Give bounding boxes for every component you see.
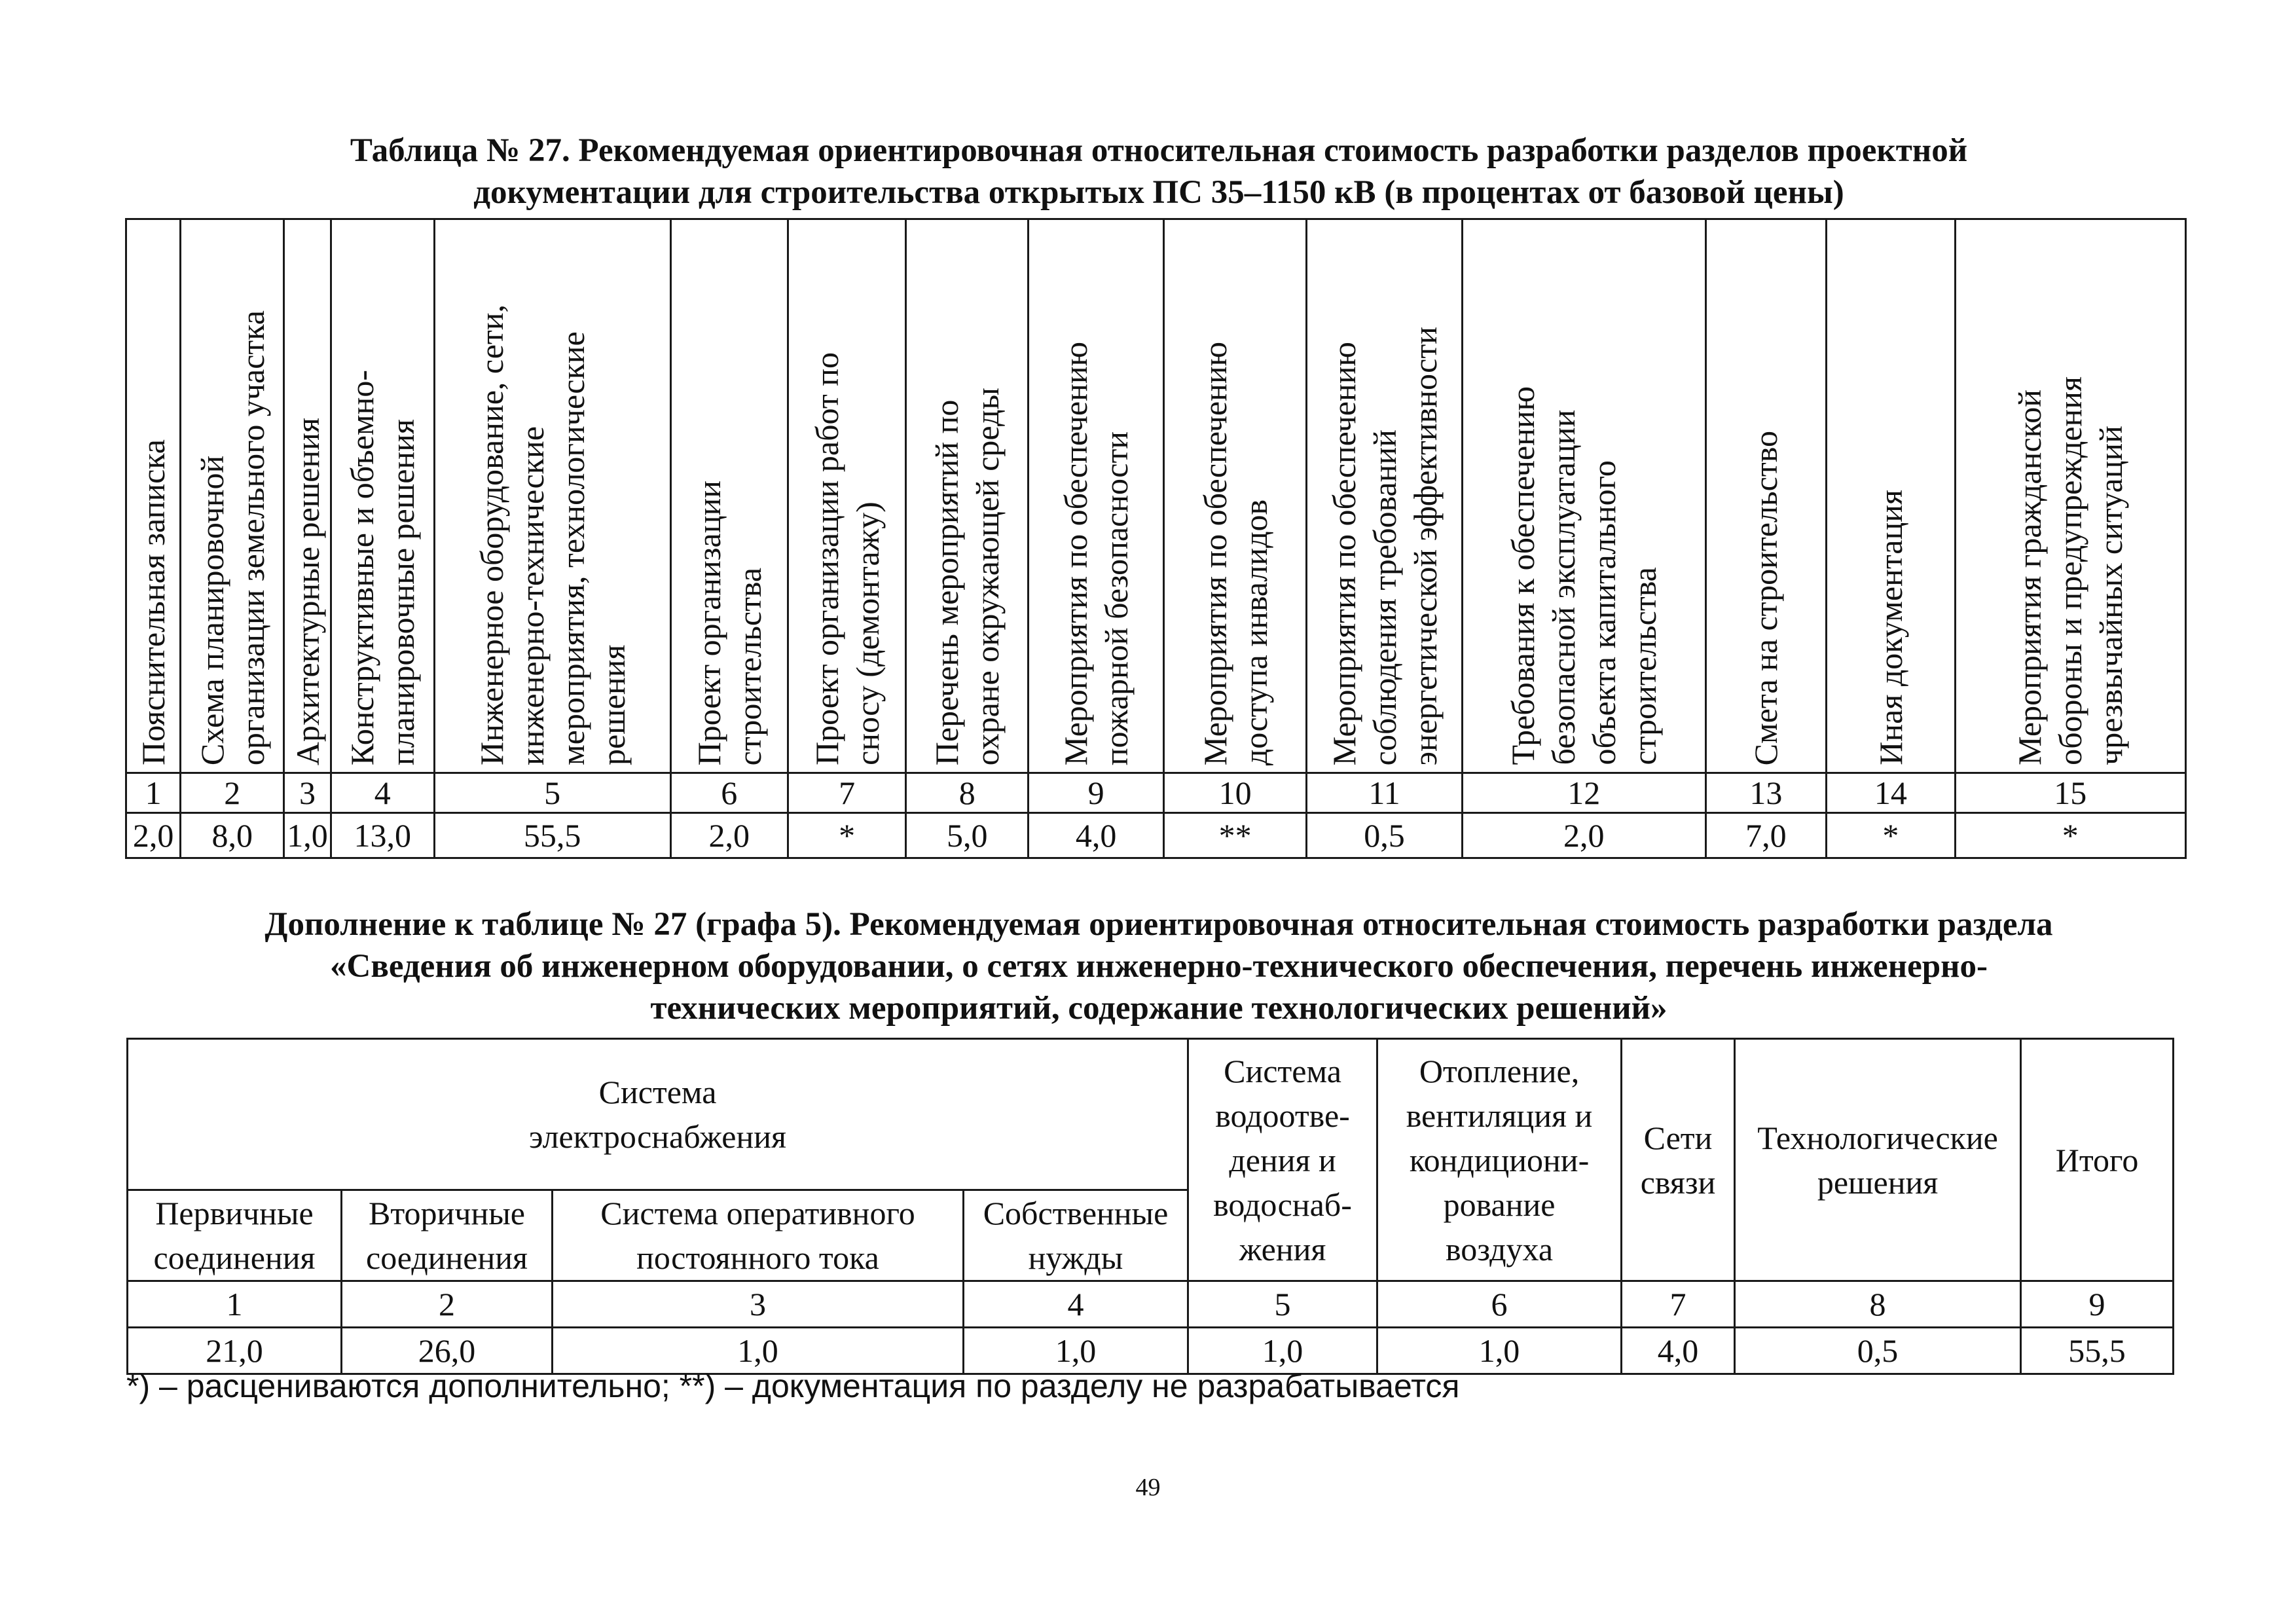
cost-percent-cell: * bbox=[1955, 813, 2185, 858]
column-number: 7 bbox=[1622, 1281, 1735, 1328]
table-27 bbox=[125, 218, 2187, 859]
cost-percent-cell: 2,0 bbox=[1463, 813, 1705, 858]
cost-percent-cell: 4,0 bbox=[1622, 1328, 1735, 1374]
table-27-title-line: документации для строительства открытых ПС 35–1150 кВ (в процентах от базовой цены) bbox=[473, 174, 1844, 211]
supplement-title bbox=[118, 903, 2200, 1029]
cost-percent-cell: ** bbox=[1164, 813, 1307, 858]
column-number: 8 bbox=[1735, 1281, 2021, 1328]
cost-percent-cell: 0,5 bbox=[1306, 813, 1462, 858]
column-number: 4 bbox=[331, 773, 434, 813]
header-dc-operating-system: Система оперативного постоянного тока bbox=[553, 1190, 964, 1281]
cost-percent-cell: 2,0 bbox=[126, 813, 181, 858]
column-header-engineering-equipment: Инженерное оборудование, сети, инженерно-технические мероприятия, технологические решения bbox=[434, 219, 670, 773]
column-header-structural-solutions: Конструктивные и объемно- планировочные решения bbox=[331, 219, 434, 773]
column-header-construction-organization: Проект организации строительства bbox=[670, 219, 788, 773]
column-header-safe-operation: Требования к обеспечению безопасной эксплуатации объекта капитального строительства bbox=[1463, 219, 1705, 773]
column-number: 2 bbox=[181, 773, 284, 813]
column-number: 13 bbox=[1705, 773, 1827, 813]
table-27-title-line: Таблица № 27. Рекомендуемая ориентировочная относительная стоимость разработки разделов проектной bbox=[350, 132, 1968, 169]
supplement-table bbox=[126, 1038, 2174, 1375]
cost-percent-cell: 5,0 bbox=[906, 813, 1029, 858]
column-header-explanatory-note: Пояснительная записка bbox=[126, 219, 181, 773]
cost-percent-cell: 1,0 bbox=[553, 1328, 964, 1374]
cost-percent-cell: 7,0 bbox=[1705, 813, 1827, 858]
column-number: 11 bbox=[1306, 773, 1462, 813]
cost-percent-cell: * bbox=[1827, 813, 1955, 858]
supplement-title-line: технических мероприятий, содержание технологических решений» bbox=[650, 990, 1667, 1027]
cost-percent-cell: 4,0 bbox=[1029, 813, 1164, 858]
cost-percent-cell: 55,5 bbox=[434, 813, 670, 858]
column-number: 4 bbox=[964, 1281, 1188, 1328]
column-number: 5 bbox=[434, 773, 670, 813]
column-number: 15 bbox=[1955, 773, 2185, 813]
header-power-supply-system: Система электроснабжения bbox=[128, 1039, 1188, 1190]
cost-percent-cell: * bbox=[788, 813, 905, 858]
column-number: 8 bbox=[906, 773, 1029, 813]
column-number-row bbox=[128, 1281, 2174, 1328]
column-number: 9 bbox=[2021, 1281, 2174, 1328]
header-heating-ventilation: Отопление, вентиляция и кондициони- рование воздуха bbox=[1377, 1039, 1622, 1281]
column-header-site-plan-scheme: Схема планировочной организации земельного участка bbox=[181, 219, 284, 773]
header-technological-solutions: Технологические решения bbox=[1735, 1039, 2021, 1281]
column-header-environmental-protection: Перечень мероприятий по охране окружающей среды bbox=[906, 219, 1029, 773]
cost-percent-cell: 21,0 bbox=[128, 1328, 342, 1374]
supplement-title-line: «Сведения об инженерном оборудовании, о сетях инженерно-технического обеспечения, перечень инженерно- bbox=[330, 948, 1988, 985]
cost-percent-cell: 1,0 bbox=[1188, 1328, 1377, 1374]
column-header-fire-safety: Мероприятия по обеспечению пожарной безопасности bbox=[1029, 219, 1164, 773]
column-header-energy-efficiency: Мероприятия по обеспечению соблюдения требований энергетической эффективности bbox=[1306, 219, 1462, 773]
cost-percent-cell: 26,0 bbox=[342, 1328, 553, 1374]
column-header-disabled-access: Мероприятия по обеспечению доступа инвалидов bbox=[1164, 219, 1307, 773]
column-header-construction-estimate: Смета на строительство bbox=[1705, 219, 1827, 773]
column-number: 6 bbox=[670, 773, 788, 813]
column-header-demolition-project: Проект организации работ по сносу (демонтажу) bbox=[788, 219, 905, 773]
header-communication-networks: Сети связи bbox=[1622, 1039, 1735, 1281]
column-number: 1 bbox=[126, 773, 181, 813]
cost-percent-cell: 8,0 bbox=[181, 813, 284, 858]
value-row bbox=[126, 813, 2186, 858]
column-header-other-documentation: Иная документация bbox=[1827, 219, 1955, 773]
header-secondary-connections: Вторичные соединения bbox=[342, 1190, 553, 1281]
footnote: *) – расцениваются дополнительно; **) – документация по разделу не разрабатывается bbox=[126, 1368, 1460, 1404]
cost-percent-cell: 0,5 bbox=[1735, 1328, 2021, 1374]
cost-percent-cell: 1,0 bbox=[1377, 1328, 1622, 1374]
cost-percent-cell: 2,0 bbox=[670, 813, 788, 858]
column-header-architectural-solutions: Архитектурные решения bbox=[284, 219, 331, 773]
column-number: 14 bbox=[1827, 773, 1955, 813]
header-primary-connections: Первичные соединения bbox=[128, 1190, 342, 1281]
column-number: 3 bbox=[553, 1281, 964, 1328]
header-total: Итого bbox=[2021, 1039, 2174, 1281]
column-number: 2 bbox=[342, 1281, 553, 1328]
supplement-title-line: Дополнение к таблице № 27 (графа 5). Рекомендуемая ориентировочная относительная стоимость разработки раздела bbox=[264, 906, 2053, 943]
column-number: 5 bbox=[1188, 1281, 1377, 1328]
column-header-civil-defense: Мероприятия гражданской обороны и предупреждения чрезвычайных ситуаций bbox=[1955, 219, 2185, 773]
column-number: 9 bbox=[1029, 773, 1164, 813]
column-number: 1 bbox=[128, 1281, 342, 1328]
column-number: 3 bbox=[284, 773, 331, 813]
cost-percent-cell: 55,5 bbox=[2021, 1328, 2174, 1374]
table-27-title bbox=[118, 130, 2200, 213]
cost-percent-cell: 13,0 bbox=[331, 813, 434, 858]
cost-percent-cell: 1,0 bbox=[284, 813, 331, 858]
cost-percent-cell: 1,0 bbox=[964, 1328, 1188, 1374]
column-number: 7 bbox=[788, 773, 905, 813]
header-water-supply-drainage: Система водоотве- дения и водоснаб- жения bbox=[1188, 1039, 1377, 1281]
column-number: 6 bbox=[1377, 1281, 1622, 1328]
column-number-row bbox=[126, 773, 2186, 813]
column-number: 12 bbox=[1463, 773, 1705, 813]
header-auxiliary-needs: Собственные нужды bbox=[964, 1190, 1188, 1281]
page-number: 49 bbox=[1135, 1474, 1161, 1501]
column-number: 10 bbox=[1164, 773, 1307, 813]
